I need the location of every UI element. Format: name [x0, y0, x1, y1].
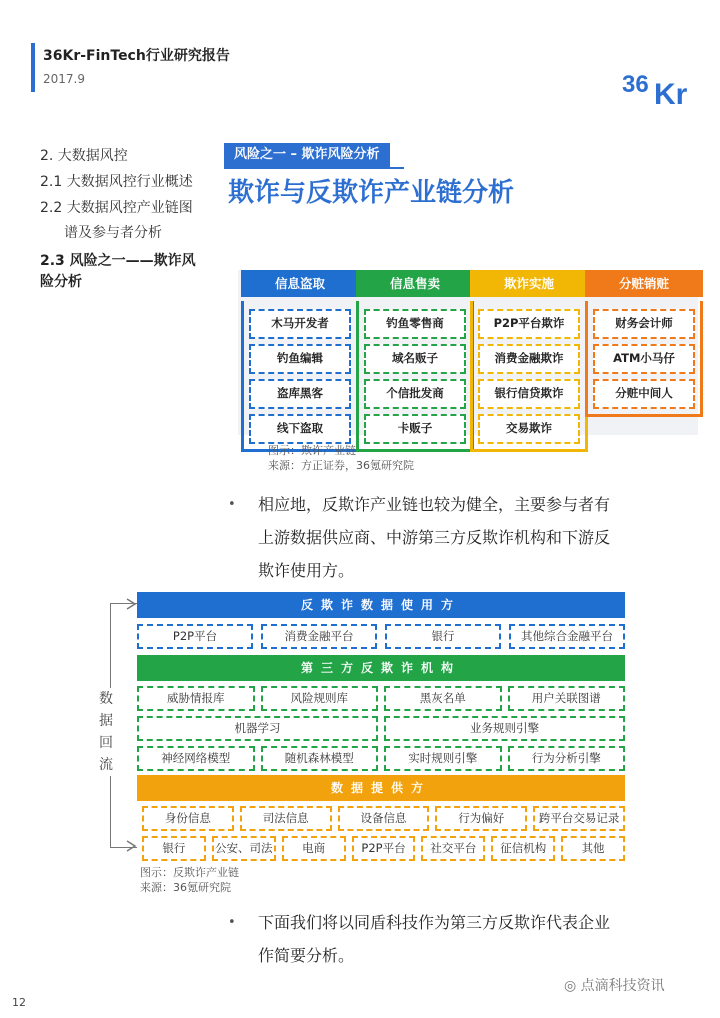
- diagram-item: P2P平台: [352, 836, 416, 861]
- toc-item: 2.2 大数据风控产业链图: [40, 200, 193, 216]
- chain-item: 分赃中间人: [593, 379, 695, 409]
- loop-char: 据: [99, 713, 113, 729]
- wechat-icon: ◎: [564, 978, 581, 994]
- diagram-item: 业务规则引擎: [384, 716, 625, 741]
- diagram-item: 电商: [282, 836, 346, 861]
- chain-item: 域名贩子: [364, 344, 466, 374]
- chain-item: 卡贩子: [364, 414, 466, 444]
- page-number: 12: [12, 996, 26, 1009]
- watermark: [564, 975, 665, 995]
- chain-column: [241, 270, 359, 452]
- chain-column: [356, 270, 474, 452]
- diagram-item: 行为偏好: [435, 806, 527, 831]
- diagram-band-title: 反欺诈数据使用方: [137, 592, 625, 618]
- diagram-item: 身份信息: [142, 806, 234, 831]
- chain-item: P2P平台欺诈: [478, 309, 580, 339]
- report-title: 36Kr-FinTech行业研究报告: [43, 48, 230, 64]
- chain-column-body: [585, 301, 703, 417]
- header-accent-bar: [31, 43, 35, 92]
- chain-item: 个信批发商: [364, 379, 466, 409]
- chain-item: 银行信贷欺诈: [478, 379, 580, 409]
- diagram-band-title: 第三方反欺诈机构: [137, 655, 625, 681]
- chain-item: 消费金融欺诈: [478, 344, 580, 374]
- chart-source: 来源：36氪研究院: [140, 881, 231, 894]
- bullet-dot: •: [228, 497, 236, 512]
- diagram-item: 其他综合金融平台: [509, 624, 625, 649]
- svg-text:36: 36: [622, 71, 649, 98]
- chain-column-title: 欺诈实施: [470, 270, 588, 297]
- diagram-item: 社交平台: [421, 836, 485, 861]
- chart-source: 来源：方正证券，36氪研究院: [268, 459, 414, 472]
- table-of-contents: [40, 143, 225, 293]
- bullet-line: 上游数据供应商、中游第三方反欺诈机构和下游反: [258, 528, 611, 547]
- chain-column-title: 分赃销赃: [585, 270, 703, 297]
- diagram-item: 银行: [142, 836, 206, 861]
- bullet-line: 欺诈使用方。: [258, 561, 355, 580]
- diagram-item: 威胁情报库: [137, 686, 255, 711]
- diagram-item: 其他: [561, 836, 625, 861]
- diagram-item: 银行: [385, 624, 501, 649]
- report-date: 2017.9: [43, 72, 85, 86]
- chart-caption: 图示：欺诈产业链: [268, 444, 356, 457]
- section-title: 欺诈与反欺诈产业链分析: [228, 178, 515, 208]
- diagram-item: 消费金融平台: [261, 624, 377, 649]
- diagram-item: 设备信息: [338, 806, 430, 831]
- chain-item: 钓鱼零售商: [364, 309, 466, 339]
- diagram-item: 行为分析引擎: [508, 746, 626, 771]
- chain-item: 钓鱼编辑: [249, 344, 351, 374]
- watermark-text: 点滴科技资讯: [580, 978, 665, 994]
- diagram-item: 司法信息: [240, 806, 332, 831]
- svg-text:Kr: Kr: [654, 78, 688, 111]
- bullet-line: 作简要分析。: [258, 946, 355, 965]
- chain-column-title: 信息售卖: [356, 270, 474, 297]
- diagram-item: 跨平台交易记录: [533, 806, 625, 831]
- chain-column-body: [470, 301, 588, 452]
- section-underline: [224, 167, 404, 169]
- diagram-item: 实时规则引擎: [384, 746, 502, 771]
- chain-column: [470, 270, 588, 452]
- bullet-paragraph: [228, 488, 678, 587]
- loop-char: 数: [99, 691, 113, 707]
- chain-column-body: [241, 301, 359, 452]
- diagram-item: 公安、司法: [212, 836, 276, 861]
- section-tag: 风险之一 – 欺诈风险分析: [224, 143, 390, 167]
- diagram-item: 风险规则库: [261, 686, 379, 711]
- bullet-line: 相应地，反欺诈产业链也较为健全，主要参与者有: [258, 495, 611, 514]
- toc-item-active: 险分析: [40, 274, 82, 290]
- arrow-right-icon: [125, 839, 139, 853]
- chain-item: ATM小马仔: [593, 344, 695, 374]
- toc-item-active: 2.3 风险之一——欺诈风: [40, 253, 196, 269]
- diagram-item: P2P平台: [137, 624, 253, 649]
- bullet-paragraph: [228, 906, 678, 972]
- chain-item: 盗库黑客: [249, 379, 351, 409]
- chain-item: 财务会计师: [593, 309, 695, 339]
- diagram-item: 机器学习: [137, 716, 378, 741]
- chain-column: [585, 270, 703, 417]
- diagram-item: 黑灰名单: [384, 686, 502, 711]
- diagram-item: 征信机构: [491, 836, 555, 861]
- loop-char: 流: [99, 757, 113, 773]
- loop-char: 回: [99, 735, 113, 751]
- data-loop-label: [97, 688, 115, 776]
- diagram-band-title: 数据提供方: [137, 775, 625, 801]
- chain-item: 线下盗取: [249, 414, 351, 444]
- 36kr-logo: [620, 62, 700, 112]
- diagram-item: 随机森林模型: [261, 746, 379, 771]
- toc-item: 2.1 大数据风控行业概述: [40, 174, 193, 190]
- chain-item: 交易欺诈: [478, 414, 580, 444]
- diagram-item: 神经网络模型: [137, 746, 255, 771]
- chain-item: 木马开发者: [249, 309, 351, 339]
- chain-column-body: [356, 301, 474, 452]
- bullet-dot: •: [228, 915, 236, 930]
- bullet-line: 下面我们将以同盾科技作为第三方反欺诈代表企业: [258, 913, 611, 932]
- toc-item: 2. 大数据风控: [40, 148, 128, 164]
- toc-item: 谱及参与者分析: [64, 225, 162, 241]
- chain-column-title: 信息盗取: [241, 270, 359, 297]
- chart-caption: 图示：反欺诈产业链: [140, 866, 239, 879]
- diagram-item: 用户关联图谱: [508, 686, 626, 711]
